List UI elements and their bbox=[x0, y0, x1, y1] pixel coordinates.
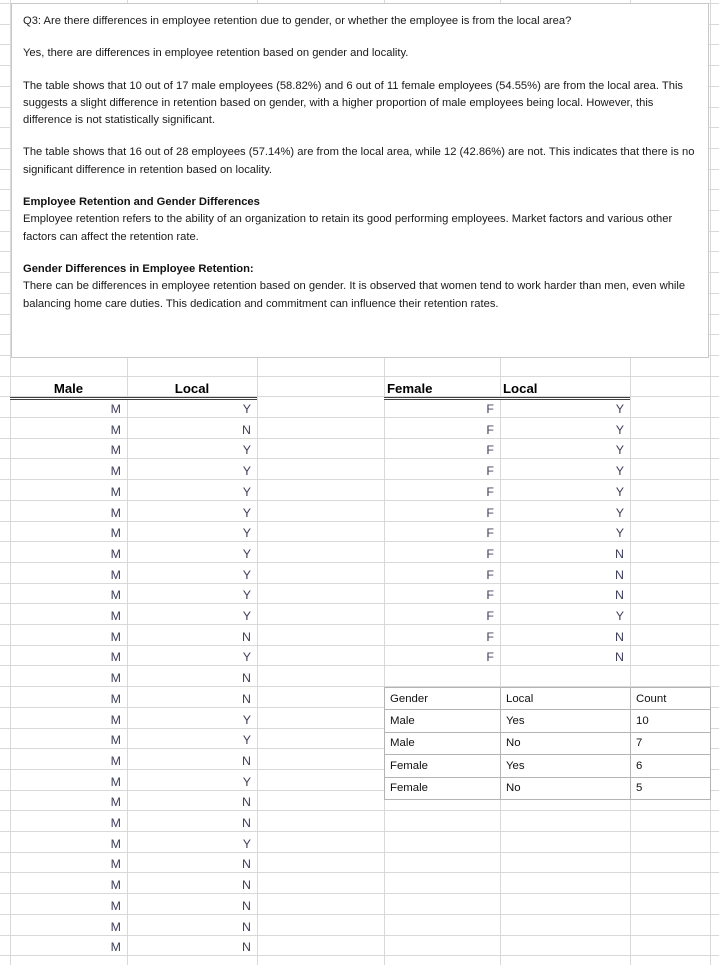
narrative-textbox[interactable] bbox=[11, 3, 709, 358]
female-table-cell-local: Y bbox=[615, 443, 624, 458]
summary-header-row bbox=[385, 688, 711, 710]
male-table-cell-gender: M bbox=[110, 629, 121, 644]
male-table-header-local: Local bbox=[174, 381, 210, 396]
male-table-cell-local: Y bbox=[242, 836, 251, 851]
male-table-cell-local: Y bbox=[242, 733, 251, 748]
male-table-cell-gender: M bbox=[110, 526, 121, 541]
male-table-cell-gender: M bbox=[110, 878, 121, 893]
female-table-cell-local: Y bbox=[615, 526, 624, 541]
female-table-cell-local: Y bbox=[615, 464, 624, 479]
male-table-cell-gender: M bbox=[110, 671, 121, 686]
female-table-cell-local: N bbox=[615, 567, 624, 582]
male-table-cell-local: Y bbox=[242, 443, 251, 458]
female-table-cell-gender: F bbox=[486, 588, 494, 603]
summary-header-cell: Count bbox=[631, 688, 711, 710]
female-table-cell-local: Y bbox=[615, 609, 624, 623]
male-table-cell-gender: M bbox=[110, 567, 121, 582]
narrative-question: Q3: Are there differences in employee retention due to gender, or whether the employee is from the local area? bbox=[23, 15, 572, 27]
male-table-cell-gender: M bbox=[110, 443, 121, 458]
male-table-cell-gender: M bbox=[110, 857, 121, 872]
male-table-cell-local: Y bbox=[242, 484, 251, 499]
female-table-cell-local: Y bbox=[615, 422, 624, 437]
narrative-gender-analysis: The table shows that 10 out of 17 male employees (58.82%) and 6 out of 11 female employees (54.55%) are from the local area. This suggests a slight difference in retention based on gender, with a higher proportion of male employees being local. However, this difference is not statistically significant. bbox=[23, 79, 684, 127]
male-table-cell-local: Y bbox=[242, 402, 251, 416]
male-table-cell-local: N bbox=[242, 795, 251, 810]
summary-table-row bbox=[385, 710, 711, 732]
heading-retention-gender: Employee Retention and Gender Differences bbox=[23, 196, 260, 209]
male-table-cell-local: N bbox=[242, 422, 251, 437]
male-table-cell-gender: M bbox=[110, 733, 121, 748]
narrative-locality-analysis: The table shows that 16 out of 28 employees (57.14%) are from the local area, while 12 (42.86%) are not. This indicates that there is no significant difference in retention based on locality. bbox=[23, 146, 695, 176]
male-table-cell-gender: M bbox=[110, 816, 121, 830]
male-table-header-gender: Male bbox=[53, 381, 84, 396]
male-table-cell-gender: M bbox=[110, 898, 121, 913]
male-table-cell-gender: M bbox=[110, 546, 121, 561]
summary-data-cell: No bbox=[501, 777, 631, 799]
male-table-cell-gender: M bbox=[110, 505, 121, 520]
summary-header-cell: Local bbox=[501, 688, 631, 710]
female-table-cell-local: N bbox=[615, 588, 624, 603]
summary-data-cell: Female bbox=[385, 777, 501, 799]
male-table-cell-gender: M bbox=[110, 691, 121, 706]
male-table-cell-local: N bbox=[242, 816, 251, 830]
summary-table-body bbox=[385, 688, 711, 800]
female-table-cell-gender: F bbox=[486, 629, 494, 644]
male-table-cell-gender: M bbox=[110, 712, 121, 727]
summary-data-cell: 5 bbox=[631, 777, 711, 799]
female-table-cell-gender: F bbox=[486, 650, 494, 665]
male-table-cell-gender: M bbox=[110, 609, 121, 623]
female-table-cell-gender: F bbox=[486, 526, 494, 541]
female-table-cell-local: N bbox=[615, 650, 624, 665]
female-table-cell-gender: F bbox=[486, 505, 494, 520]
female-table-cell-gender: F bbox=[486, 443, 494, 458]
summary-data-cell: Male bbox=[385, 710, 501, 732]
male-table-cell-local: N bbox=[242, 940, 251, 955]
female-table-cell-gender: F bbox=[486, 567, 494, 582]
female-table-cell-local: Y bbox=[615, 402, 624, 416]
male-table-cell-local: Y bbox=[242, 712, 251, 727]
narrative-gender-differences-body: There can be differences in employee retention based on gender. It is observed that women tend to work harder than men, even while balancing home care duties. This dedication and commitment can influence their retention rates. bbox=[23, 280, 686, 310]
male-table-cell-gender: M bbox=[110, 464, 121, 479]
summary-data-cell: Yes bbox=[501, 755, 631, 777]
male-table-cell-local: N bbox=[242, 898, 251, 913]
summary-table-row bbox=[385, 755, 711, 777]
male-table-cell-gender: M bbox=[110, 588, 121, 603]
male-table-cell-local: Y bbox=[242, 650, 251, 665]
male-table-cell-gender: M bbox=[110, 836, 121, 851]
summary-table-row bbox=[385, 732, 711, 754]
male-table-cell-local: Y bbox=[242, 505, 251, 520]
summary-data-cell: Female bbox=[385, 755, 501, 777]
female-table-cell-gender: F bbox=[486, 484, 494, 499]
male-table-cell-local: Y bbox=[242, 774, 251, 789]
male-table-cell-local: N bbox=[242, 919, 251, 934]
male-table-cell-local: N bbox=[242, 691, 251, 706]
male-table-cell-gender: M bbox=[110, 484, 121, 499]
male-table-cell-local: N bbox=[242, 671, 251, 686]
summary-count-table bbox=[384, 687, 711, 800]
summary-data-cell: Yes bbox=[501, 710, 631, 732]
male-table-cell-gender: M bbox=[110, 422, 121, 437]
male-table-cell-gender: M bbox=[110, 795, 121, 810]
male-table-cell-local: N bbox=[242, 878, 251, 893]
male-table-cell-gender: M bbox=[110, 940, 121, 955]
male-table-cell-local: Y bbox=[242, 588, 251, 603]
female-table-header-local: Local bbox=[503, 381, 538, 396]
male-table-cell-local: N bbox=[242, 753, 251, 768]
summary-data-cell: 6 bbox=[631, 755, 711, 777]
summary-data-cell: 10 bbox=[631, 710, 711, 732]
female-table-cell-local: Y bbox=[615, 484, 624, 499]
heading-gender-differences: Gender Differences in Employee Retention: bbox=[23, 262, 254, 275]
female-table-cell-gender: F bbox=[486, 546, 494, 561]
female-table-cell-local: Y bbox=[615, 505, 624, 520]
female-table-cell-gender: F bbox=[486, 402, 494, 416]
male-table-cell-local: Y bbox=[242, 526, 251, 541]
male-table-cell-local: N bbox=[242, 857, 251, 872]
female-table-cell-gender: F bbox=[486, 464, 494, 479]
male-table-cell-local: N bbox=[242, 629, 251, 644]
summary-data-cell: 7 bbox=[631, 732, 711, 754]
summary-data-cell: Male bbox=[385, 732, 501, 754]
summary-data-cell: No bbox=[501, 732, 631, 754]
male-table-cell-gender: M bbox=[110, 650, 121, 665]
summary-table-row bbox=[385, 777, 711, 799]
male-table-cell-local: Y bbox=[242, 464, 251, 479]
female-table-cell-gender: F bbox=[486, 609, 494, 623]
male-table-cell-gender: M bbox=[110, 753, 121, 768]
female-table-cell-local: N bbox=[615, 546, 624, 561]
male-table-cell-gender: M bbox=[110, 919, 121, 934]
male-table-cell-local: Y bbox=[242, 609, 251, 623]
narrative-answer-summary: Yes, there are differences in employee retention based on gender and locality. bbox=[23, 47, 409, 60]
female-table-cell-gender: F bbox=[486, 422, 494, 437]
male-table-cell-gender: M bbox=[110, 774, 121, 789]
female-table-cell-local: N bbox=[615, 629, 624, 644]
summary-header-cell: Gender bbox=[385, 688, 501, 710]
narrative-retention-gender-body: Employee retention refers to the ability of an organization to retain its good performing employees. Market factors and various other factors can affect the retention rate. bbox=[23, 213, 673, 243]
male-table-cell-gender: M bbox=[110, 402, 121, 416]
male-table-cell-local: Y bbox=[242, 546, 251, 561]
male-table-cell-local: Y bbox=[242, 567, 251, 582]
female-table-header-gender: Female bbox=[387, 381, 433, 396]
